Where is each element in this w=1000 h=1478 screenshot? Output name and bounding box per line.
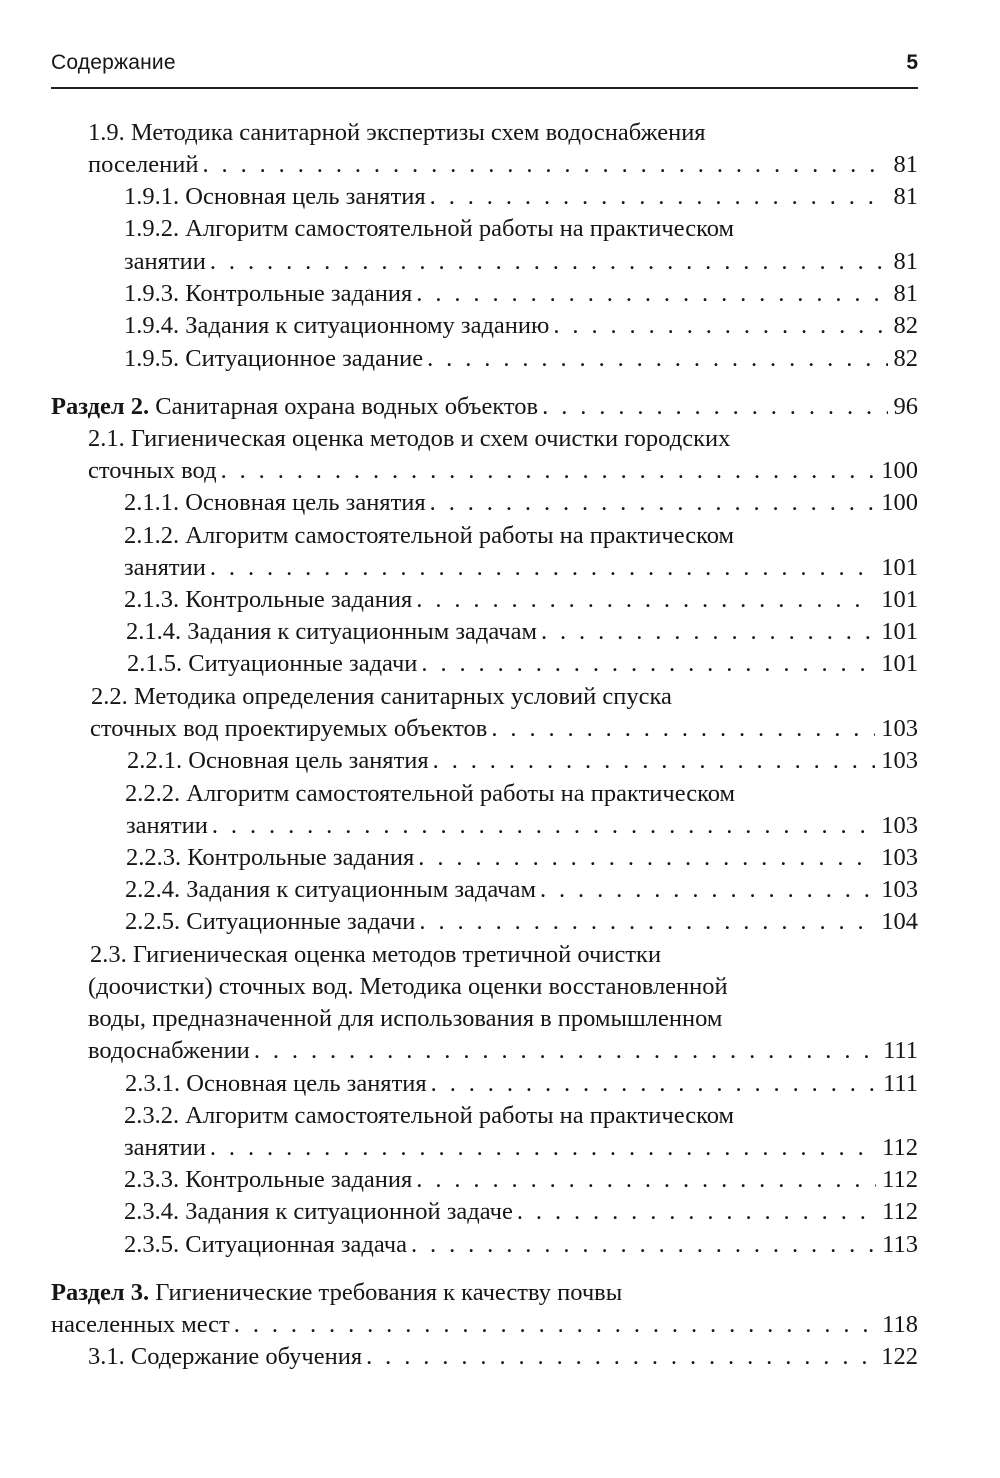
- toc-entry-title: [90, 713, 487, 745]
- toc-entry-title: [124, 522, 734, 549]
- dot-leader: [431, 1068, 877, 1100]
- toc-page-number: 113: [882, 1231, 918, 1258]
- toc-entry-text: 3.1. Содержание обучения: [88, 1343, 363, 1370]
- toc-entry-text: 2.3. Гигиеническая оценка методов третичной очистки: [90, 941, 662, 968]
- toc-entry-line: [124, 343, 918, 375]
- dot-leader: [411, 1229, 876, 1261]
- toc-entry-text: водоснабжении: [88, 1037, 250, 1064]
- toc-page-number: 82: [893, 345, 918, 372]
- toc-entry-title: [88, 119, 706, 146]
- toc-entry-title: [124, 278, 412, 310]
- toc-entry-text: воды, предназначенной для использования в промышленном: [88, 1005, 723, 1032]
- toc-entry-text: поселений: [88, 151, 199, 178]
- toc-entry-title: [124, 584, 412, 616]
- dot-leader: [210, 246, 888, 278]
- dot-leader: [210, 552, 875, 584]
- toc-page-number: 101: [881, 618, 918, 645]
- toc-entry-text: 2.3.2. Алгоритм самостоятельной работы на практическом: [124, 1102, 735, 1129]
- toc-entry-title: [124, 1132, 206, 1164]
- toc-entry-line: [124, 1164, 918, 1196]
- dot-leader: [416, 278, 887, 310]
- toc-entry-line: [124, 246, 918, 278]
- toc-page-number: 81: [893, 151, 918, 178]
- toc-page-number: 103: [881, 747, 918, 774]
- dot-leader: [542, 391, 887, 423]
- toc-entry-line: [90, 713, 918, 745]
- toc-entry-title: [124, 1164, 412, 1196]
- toc-entry-title: [125, 874, 536, 906]
- toc-entry-title: [88, 149, 198, 181]
- toc-entry-line-wrap: [51, 1277, 622, 1309]
- dot-leader: [517, 1196, 876, 1228]
- toc-entry-line: [124, 584, 918, 616]
- toc-page-number: 103: [881, 715, 918, 742]
- toc-entry-line: [126, 616, 918, 648]
- toc-entry-text: 2.3.1. Основная цель занятия: [125, 1070, 427, 1097]
- toc-entry-line-wrap: [88, 1003, 722, 1035]
- toc-page-number: 96: [893, 393, 918, 420]
- toc-entry-line-wrap: [88, 423, 730, 455]
- toc-entry-line: [124, 487, 918, 519]
- toc-page-number: 81: [893, 248, 918, 275]
- toc-entry-title: [90, 941, 661, 968]
- toc-entry-line-wrap: [124, 1100, 734, 1132]
- toc-page-number: 112: [882, 1198, 918, 1225]
- toc-page-number: 101: [881, 554, 918, 581]
- toc-entry-line: [88, 455, 918, 487]
- running-header-title: Содержание: [51, 51, 176, 74]
- toc-entry-title: [51, 1279, 622, 1306]
- toc-entry-title: [88, 973, 728, 1000]
- toc-entry-line: [88, 1035, 918, 1067]
- toc-entry-title: [88, 1341, 362, 1373]
- toc-entry-text: 2.3.3. Контрольные задания: [124, 1166, 413, 1193]
- toc-entry-line: [125, 1068, 918, 1100]
- toc-page-number: 103: [881, 876, 918, 903]
- toc-entry-line: [124, 181, 918, 213]
- toc-entry-title: [91, 683, 672, 710]
- dot-leader: [419, 906, 875, 938]
- toc-page-number: 81: [893, 183, 918, 210]
- toc-entry-title: [124, 1102, 734, 1129]
- toc-entry-text: 2.1.4. Задания к ситуационным задачам: [126, 618, 537, 645]
- toc-entry-title: [126, 842, 414, 874]
- toc-page-number: 103: [881, 812, 918, 839]
- toc-page-number: 100: [881, 489, 918, 516]
- toc-entry-text: сточных вод проектируемых объектов: [90, 715, 488, 742]
- toc-entry-line: [88, 1341, 918, 1373]
- dot-leader: [254, 1035, 877, 1067]
- toc-page-number: 111: [883, 1037, 918, 1064]
- toc-page-number: 81: [893, 280, 918, 307]
- toc-entry-title: [51, 391, 538, 423]
- dot-leader: [540, 874, 875, 906]
- toc-entry-title: [51, 1309, 230, 1341]
- toc-entry-line: [88, 149, 918, 181]
- toc-page-number: 101: [881, 586, 918, 613]
- page-number: 5: [906, 51, 918, 74]
- toc-entry-text: 2.1.2. Алгоритм самостоятельной работы на практическом: [124, 522, 735, 549]
- toc-entry-line: [127, 745, 918, 777]
- toc-entry-text: 2.2.2. Алгоритм самостоятельной работы на практическом: [125, 780, 736, 807]
- toc-entry-title: [126, 810, 208, 842]
- toc-entry-text: 2.2.3. Контрольные задания: [126, 844, 415, 871]
- dot-leader: [234, 1309, 876, 1341]
- dot-leader: [202, 149, 887, 181]
- toc-page-number: 103: [881, 844, 918, 871]
- toc-entry-line-wrap: [90, 939, 661, 971]
- toc-entry-text: 2.2.1. Основная цель занятия: [127, 747, 429, 774]
- dot-leader: [433, 745, 876, 777]
- toc-entry-text: (доочистки) сточных вод. Методика оценки восстановленной: [88, 973, 728, 1000]
- toc-entry-text: 2.2. Методика определения санитарных условий спуска: [91, 683, 672, 710]
- toc-entry-text: сточных вод: [88, 457, 217, 484]
- toc-entry-title: [124, 246, 206, 278]
- toc-entry-text: 2.2.5. Ситуационные задачи: [125, 908, 416, 935]
- toc-page-number: 112: [882, 1134, 918, 1161]
- toc-entry-line: [124, 1132, 918, 1164]
- toc-entry-title: [124, 1196, 513, 1228]
- toc-entry-title: [88, 455, 217, 487]
- toc-entry-text: 2.1. Гигиеническая оценка методов и схем очистки городских: [88, 425, 731, 452]
- toc-entry-title: [124, 181, 426, 213]
- toc-entry-title: [124, 552, 206, 584]
- dot-leader: [491, 713, 875, 745]
- toc-entry-title: [125, 780, 735, 807]
- toc-entry-text: 2.1.1. Основная цель занятия: [124, 489, 426, 516]
- dot-leader: [221, 455, 876, 487]
- toc-entry-line: [124, 278, 918, 310]
- toc-entry-text: населенных мест: [51, 1311, 230, 1338]
- toc-entry-line: [51, 391, 918, 423]
- toc-entry-text: Гигиенические требования к качеству почвы: [149, 1279, 623, 1306]
- dot-leader: [210, 1132, 876, 1164]
- section-label: Раздел 3.: [51, 1279, 150, 1306]
- toc-entry-title: [126, 616, 537, 648]
- toc-page-number: 104: [881, 908, 918, 935]
- toc-page-number: 100: [881, 457, 918, 484]
- toc-entry-text: 2.1.3. Контрольные задания: [124, 586, 413, 613]
- toc-entry-title: [125, 1068, 427, 1100]
- toc-page-number: 82: [893, 312, 918, 339]
- dot-leader: [421, 648, 875, 680]
- toc-entry-text: 2.3.4. Задания к ситуационной задаче: [124, 1198, 513, 1225]
- toc-entry-title: [127, 648, 417, 680]
- toc-entry-text: занятии: [126, 812, 208, 839]
- dot-leader: [427, 343, 887, 375]
- toc-entry-text: 1.9.2. Алгоритм самостоятельной работы на практическом: [124, 215, 735, 242]
- toc-entry-line: [126, 842, 918, 874]
- toc-entry-line-wrap: [125, 778, 735, 810]
- toc-entry-title: [127, 745, 429, 777]
- toc-entry-line: [124, 1196, 918, 1228]
- dot-leader: [430, 181, 888, 213]
- toc-entry-line-wrap: [88, 971, 728, 1003]
- dot-leader: [416, 1164, 876, 1196]
- toc-entry-title: [124, 343, 423, 375]
- dot-leader: [430, 487, 876, 519]
- dot-leader: [416, 584, 875, 616]
- toc-entry-text: занятии: [124, 248, 206, 275]
- section-label: Раздел 2.: [51, 393, 150, 420]
- toc-entry-line: [125, 874, 918, 906]
- toc-entry-text: 2.3.5. Ситуационная задача: [124, 1231, 407, 1258]
- toc-entry-text: 2.2.4. Задания к ситуационным задачам: [125, 876, 536, 903]
- toc-entry-title: [88, 425, 730, 452]
- toc-entry-text: 1.9. Методика санитарной экспертизы схем водоснабжения: [88, 119, 706, 146]
- toc-entry-line-wrap: [91, 681, 672, 713]
- toc-entry-line: [126, 810, 918, 842]
- toc-entry-title: [125, 906, 415, 938]
- dot-leader: [418, 842, 875, 874]
- toc-entry-text: 2.1.5. Ситуационные задачи: [127, 650, 418, 677]
- toc-entry-text: 1.9.1. Основная цель занятия: [124, 183, 426, 210]
- toc-page-number: 122: [881, 1343, 918, 1370]
- toc-page-number: 101: [881, 650, 918, 677]
- toc-entry-text: 1.9.3. Контрольные задания: [124, 280, 413, 307]
- toc-entry-line: [51, 1309, 918, 1341]
- toc-entry-text: занятии: [124, 554, 206, 581]
- toc-entry-text: занятии: [124, 1134, 206, 1161]
- toc-page-number: 118: [882, 1311, 918, 1338]
- toc-entry-line: [124, 1229, 918, 1261]
- toc-entry-line-wrap: [124, 520, 734, 552]
- dot-leader: [366, 1341, 875, 1373]
- toc-entry-text: 1.9.4. Задания к ситуационному заданию: [124, 312, 550, 339]
- toc-entry-text: 1.9.5. Ситуационное задание: [124, 345, 424, 372]
- toc-entry-line-wrap: [88, 117, 706, 149]
- toc-entry-title: [124, 487, 426, 519]
- toc-entry-line-wrap: [124, 213, 734, 245]
- toc-entry-title: [88, 1035, 250, 1067]
- toc-entry-title: [124, 1229, 407, 1261]
- toc-entry-title: [124, 310, 549, 342]
- toc-entry-title: [124, 215, 734, 242]
- toc-entry-line: [125, 906, 918, 938]
- toc-page-number: 111: [883, 1070, 918, 1097]
- dot-leader: [212, 810, 875, 842]
- toc-entry-line: [124, 310, 918, 342]
- dot-leader: [541, 616, 875, 648]
- toc-entry-text: Санитарная охрана водных объектов: [149, 393, 539, 420]
- toc-entry-line: [127, 648, 918, 680]
- toc-entry-line: [124, 552, 918, 584]
- dot-leader: [553, 310, 887, 342]
- toc-entry-title: [88, 1005, 722, 1032]
- toc-page-number: 112: [882, 1166, 918, 1193]
